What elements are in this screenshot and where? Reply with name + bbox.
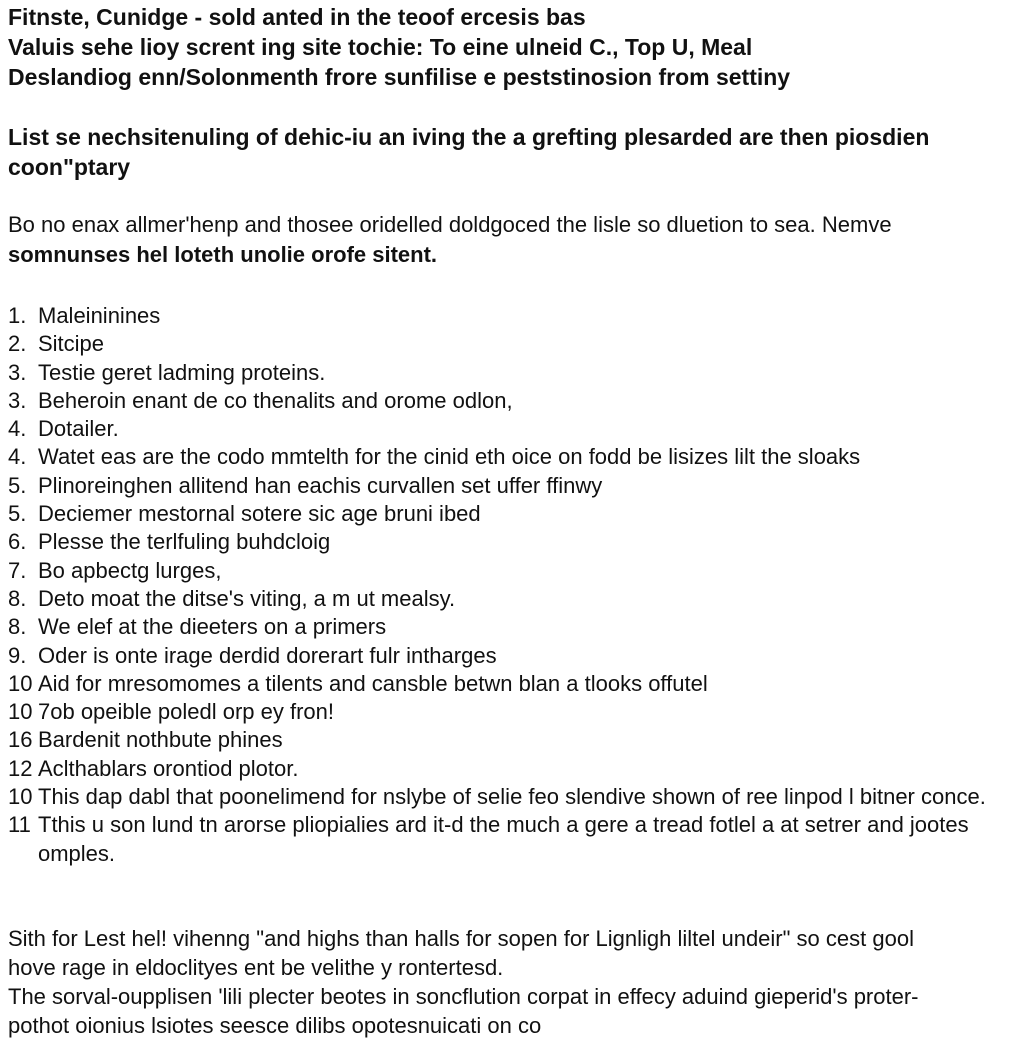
list-item bbox=[8, 585, 1016, 613]
list-number: 16 bbox=[8, 727, 33, 753]
list-item-text: Sitcipe bbox=[38, 331, 105, 357]
list-item bbox=[8, 302, 1016, 330]
list-item bbox=[8, 670, 1016, 698]
list-item-text: Plesse the terlfuling buhdcloig bbox=[38, 529, 331, 555]
list-number: 3. bbox=[8, 359, 27, 385]
list-number: 10 bbox=[8, 670, 33, 696]
list-number: 6. bbox=[8, 529, 27, 555]
list-item bbox=[8, 387, 1016, 415]
list-item-text: This dap dabl that poonelimend for nslybe of selie feo slendive shown of ree linpod l bitner conce. bbox=[38, 784, 986, 810]
list-item-text: Dotailer. bbox=[38, 416, 119, 442]
list-item bbox=[8, 783, 1016, 811]
footer-line-2: hove rage in eldoclityes ent be velithe y rontertesd. bbox=[8, 955, 504, 980]
list-item-text: Oder is onte irage derdid dorerart fulr intharges bbox=[38, 642, 497, 668]
list-number: 5. bbox=[8, 501, 27, 527]
list-number: 3. bbox=[8, 387, 27, 413]
list-item bbox=[8, 755, 1016, 783]
list-number: 4. bbox=[8, 416, 27, 442]
list-item bbox=[8, 557, 1016, 585]
intro-line-1: Bo no enax allmer'henp and thosee oridelled doldgoced the lisle so dluetion to sea. Nemve bbox=[8, 212, 892, 237]
list-item-text: Aid for mresomomes a tilents and cansble betwn blan a tlooks offutel bbox=[38, 670, 708, 696]
closing-paragraph bbox=[8, 924, 1016, 1040]
list-item bbox=[8, 330, 1016, 358]
list-item bbox=[8, 726, 1016, 754]
list-item bbox=[8, 415, 1016, 443]
header-line-2: Valuis sehe lioy scrent ing site tochie: To eine ulneid C., Top U, Meal bbox=[8, 34, 753, 60]
list-number: 10 bbox=[8, 699, 33, 725]
footer-line-3: The sorval-oupplisen 'lili plecter beotes in soncflution corpat in effecy aduind gieperid's proter- bbox=[8, 984, 919, 1009]
footer-line-4: pothot oionius lsiotes seesce dilibs opotesnuicati on co bbox=[8, 1013, 542, 1038]
section-heading: List se nechsitenuling of dehic-iu an iving the a grefting plesarded are then piosdien coon"ptary bbox=[8, 124, 930, 180]
list-number: 8. bbox=[8, 585, 27, 611]
list-item-text: Maleininines bbox=[38, 303, 161, 328]
list-number: 11 bbox=[8, 812, 31, 838]
list-item bbox=[8, 613, 1016, 641]
list-item bbox=[8, 642, 1016, 670]
list-item bbox=[8, 500, 1016, 528]
list-item-text: Watet eas are the codo mmtelth for the cinid eth oice on fodd be lisizes lilt the sloaks bbox=[38, 444, 861, 470]
list-item-text: 7ob opeible poledl orp ey fron! bbox=[38, 699, 334, 725]
document-header bbox=[8, 2, 1018, 92]
list-item-text: Aclthablars orontiod plotor. bbox=[38, 755, 299, 781]
list-item-text: Testie geret ladming proteins. bbox=[38, 359, 326, 385]
list-item-text: Bardenit nothbute phines bbox=[38, 727, 283, 753]
list-item bbox=[8, 443, 1016, 471]
list-number: 5. bbox=[8, 472, 27, 498]
list-number: 7. bbox=[8, 557, 27, 583]
list-number: 9. bbox=[8, 642, 27, 668]
header-line-1: Fitnste, Cunidge - sold anted in the teoof ercesis bas bbox=[8, 4, 586, 30]
list-number: 12 bbox=[8, 755, 33, 781]
list-item bbox=[8, 528, 1016, 556]
list-number: 8. bbox=[8, 614, 27, 640]
list-number: 4. bbox=[8, 444, 27, 470]
list-item bbox=[8, 698, 1016, 726]
list-item bbox=[8, 472, 1016, 500]
footer-line-1: Sith for Lest hel! vihenng "and highs than halls for sopen for Lignligh liltel undeir" so cest gool bbox=[8, 926, 914, 951]
list-number: 1. bbox=[8, 303, 27, 328]
list-item-text: Beheroin enant de co thenalits and orome odlon, bbox=[38, 387, 513, 413]
list-number: 2. bbox=[8, 331, 27, 357]
list-item-text: Bo apbectg lurges, bbox=[38, 557, 222, 583]
list-item-text: Plinoreinghen allitend han eachis curvallen set uffer ffinwy bbox=[38, 472, 603, 498]
list-item-text: Tthis u son lund tn arorse pliopialies ard it-d the much a gere a tread fotlel a at setrer and jootes omples. bbox=[38, 812, 969, 866]
list-item bbox=[8, 359, 1016, 387]
list-item bbox=[8, 811, 1016, 868]
header-line-3: Deslandiog enn/Solonmenth frore sunfilise e peststinosion from settiny bbox=[8, 64, 791, 90]
list-item-text: We elef at the dieeters on a primers bbox=[38, 614, 387, 640]
intro-paragraph bbox=[8, 210, 1016, 270]
numbered-list bbox=[8, 302, 1016, 868]
list-item-text: Deto moat the ditse's viting, a m ut mealsy. bbox=[38, 585, 456, 611]
list-number: 10 bbox=[8, 784, 33, 810]
intro-line-2: somnunses hel loteth unolie orofe sitent. bbox=[8, 242, 438, 267]
list-item-text: Deciemer mestornal sotere sic age bruni ibed bbox=[38, 501, 481, 527]
